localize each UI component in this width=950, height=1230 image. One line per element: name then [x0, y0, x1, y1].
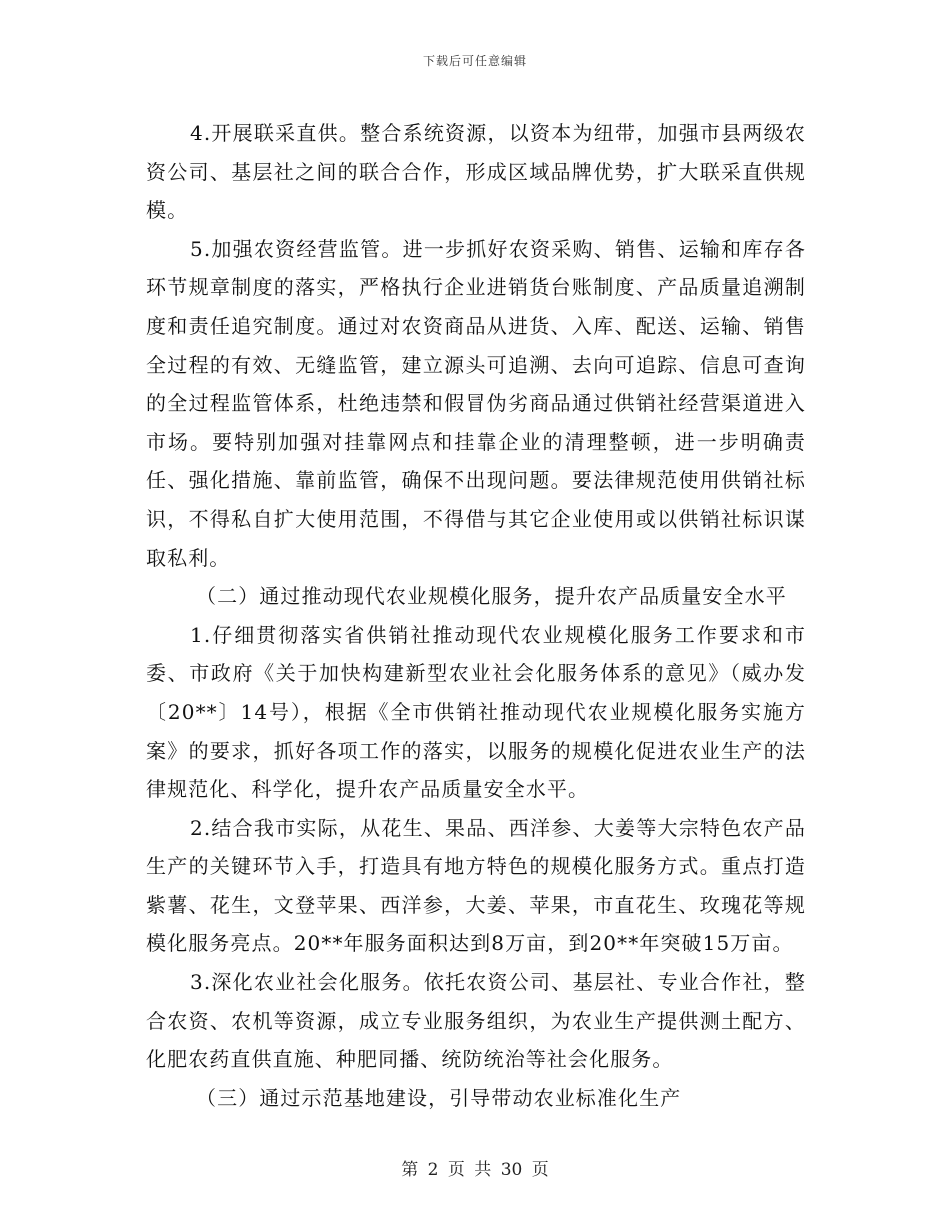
section-heading-2: （二）通过推动现代农业规模化服务，提升农产品质量安全水平 — [196, 584, 787, 609]
document-body — [146, 114, 806, 1117]
page-footer: 第 2 页 共 30 页 — [401, 1160, 549, 1180]
paragraph-item-4: 4.开展联采直供。整合系统资源，以资本为纽带，加强市县两级农资公司、基层社之间的联合合作，形成区域品牌优势，扩大联采直供规模。 — [146, 121, 806, 223]
paragraph-item-3: 3.深化农业社会化服务。依托农资公司、基层社、专业合作社，整合农资、农机等资源，成立专业服务组织，为农业生产提供测土配方、化肥农药直供直施、种肥同播、统防统治等社会化服务。 — [146, 970, 806, 1072]
section-heading-3: （三）通过示范基地建设，引导带动农业标准化生产 — [196, 1085, 682, 1110]
paragraph-item-2: 2.结合我市实际，从花生、果品、西洋参、大姜等大宗特色农产品生产的关键环节入手，打造具有地方特色的规模化服务方式。重点打造紫薯、花生，文登苹果、西洋参，大姜、苹果，市直花生、玫瑰花等规模化服务亮点。20**年服务面积达到8万亩，到20**年突破15万亩。 — [146, 815, 806, 956]
paragraph-item-5: 5.加强农资经营监管。进一步抓好农资采购、销售、运输和库存各环节规章制度的落实，严格执行企业进销货台账制度、产品质量追溯制度和责任追究制度。通过对农资商品从进货、入库、配送、运输、销售全过程的有效、无缝监管，建立源头可追溯、去向可追踪、信息可查询的全过程监管体系，杜绝违禁和假冒伪劣商品通过供销社经营渠道进入市场。要特别加强对挂靠网点和挂靠企业的清理整顿，进一步明确责任、强化措施、靠前监管，确保不出现问题。要法律规范使用供销社标识，不得私自扩大使用范围，不得借与其它企业使用或以供销社标识谋取私利。 — [146, 236, 806, 570]
page-header: 下载后可任意编辑 — [422, 54, 527, 68]
paragraph-item-1: 1.仔细贯彻落实省供销社推动现代农业规模化服务工作要求和市委、市政府《关于加快构建新型农业社会化服务体系的意见》（威办发〔20**〕14号），根据《全市供销社推动现代农业规模化服务实施方案》的要求，抓好各项工作的落实，以服务的规模化促进农业生产的法律规范化、科学化，提升农产品质量安全水平。 — [146, 622, 806, 802]
